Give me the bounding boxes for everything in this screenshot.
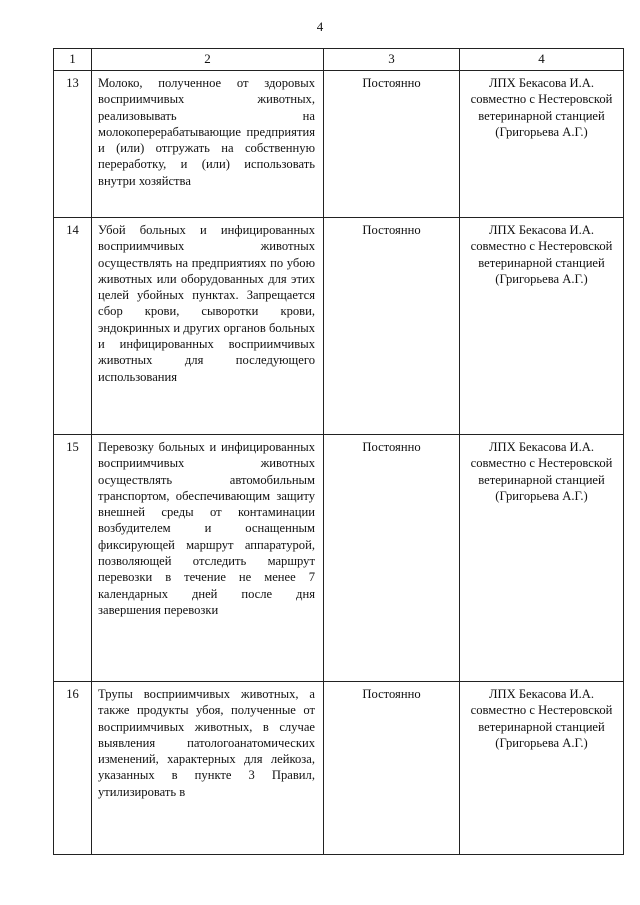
table-header-row [54,49,624,71]
responsible-cell: ЛПХ Бекасова И.А. совместно с Нестеровской ветеринарной станцией (Григорьева А.Г.) [460,71,624,218]
responsible-cell: ЛПХ Бекасова И.А. совместно с Нестеровской ветеринарной станцией (Григорьева А.Г.) [460,682,624,855]
term-cell: Постоянно [324,435,460,682]
measure-text: Убой больных и инфицированных восприимчивых животных осуществлять на предприятиях по убою животных или оборудованных для этих целей убойных пунктах. Запрещается сбор крови, сыворотки крови, эндокринных и других органов больных и инфицированных восприимчивых животных для последующего использования [92,218,324,435]
header-cell-measure: 2 [92,49,324,71]
page-number: 4 [316,19,324,34]
header-cell-responsible: 4 [460,49,624,71]
term-cell: Постоянно [324,682,460,855]
table-row [54,71,624,218]
term-cell: Постоянно [324,71,460,218]
row-number: 16 [54,682,92,855]
row-number: 14 [54,218,92,435]
responsible-cell: ЛПХ Бекасова И.А. совместно с Нестеровской ветеринарной станцией (Григорьева А.Г.) [460,218,624,435]
row-number: 15 [54,435,92,682]
term-cell: Постоянно [324,218,460,435]
table-row [54,682,624,855]
table-header [54,49,624,71]
table-body [54,71,624,855]
table-row [54,218,624,435]
measure-text: Перевозку больных и инфицированных восприимчивых животных осуществлять автомобильным транспортом, обеспечивающим защиту внешней среды от контаминации возбудителем и оснащенным фиксирующей маршрут аппаратурой, позволяющей отследить маршрут перевозки в течение не менее 7 календарных дней после дня завершения перевозки [92,435,324,682]
table-row [54,435,624,682]
header-cell-term: 3 [324,49,460,71]
measure-text: Молоко, полученное от здоровых восприимчивых животных, реализовывать на молокоперерабатывающие предприятия и (или) отгружать на собственную переработку, и (или) использовать внутри хозяйства [92,71,324,218]
responsible-cell: ЛПХ Бекасова И.А. совместно с Нестеровской ветеринарной станцией (Григорьева А.Г.) [460,435,624,682]
measures-table [53,48,624,855]
row-number: 13 [54,71,92,218]
header-cell-number: 1 [54,49,92,71]
measure-text: Трупы восприимчивых животных, а также продукты убоя, полученные от восприимчивых животных, в случае выявления патологоанатомических изменений, характерных для лейкоза, указанных в пункте 3 Правил, утилизировать в [92,682,324,855]
